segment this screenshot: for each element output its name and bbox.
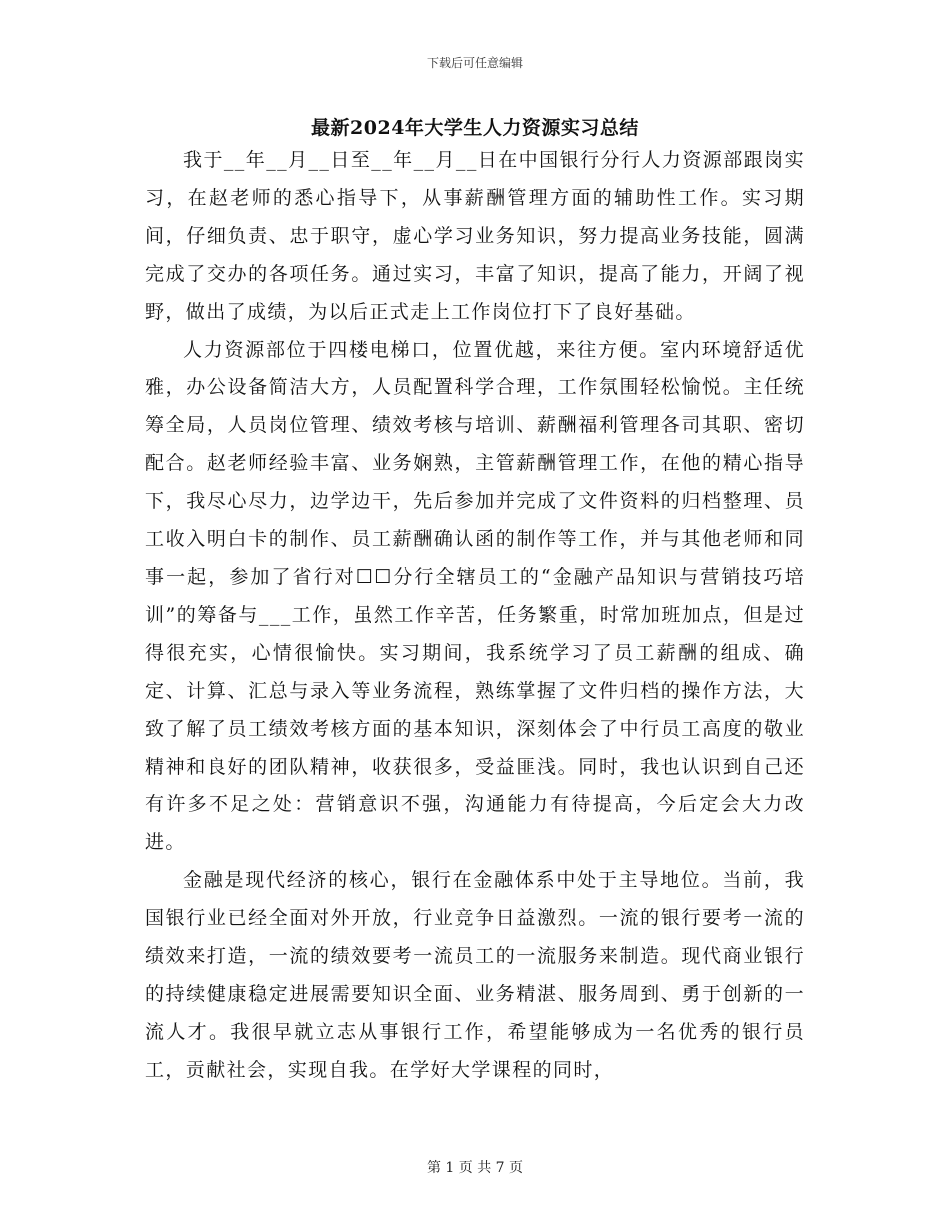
- paragraph-3: 金融是现代经济的核心，银行在金融体系中处于主导地位。当前，我国银行业已经全面对外开放，行业竞争日益激烈。一流的银行要考一流的绩效来打造，一流的绩效要考一流员工的一流服务来制造。现代商业银行的持续健康稳定进展需要知识全面、业务精湛、服务周到、勇于创新的一流人才。我很早就立志从事银行工作，希望能够成为一名优秀的银行员工，贡献社会，实现自我。在学好大学课程的同时，: [145, 869, 805, 1081]
- page-number: 第 1 页 共 7 页: [426, 1160, 524, 1176]
- paragraph-1: 我于__年__月__日至__年__月__日在中国银行分行人力资源部跟岗实习，在赵老师的悉心指导下，从事薪酬管理方面的辅助性工作。实习期间，仔细负责、忠于职守，虚心学习业务知识，努力提高业务技能，圆满完成了交办的各项任务。通过实习，丰富了知识，提高了能力，开阔了视野，做出了成绩，为以后正式走上工作岗位打下了良好基础。: [145, 149, 805, 323]
- document-body: [145, 142, 805, 1090]
- header-note: 下载后可任意编辑: [426, 56, 523, 70]
- document-title: 最新2024年大学生人力资源实习总结: [311, 117, 639, 139]
- paragraph-2: 人力资源部位于四楼电梯口，位置优越，来往方便。室内环境舒适优雅，办公设备简洁大方，人员配置科学合理，工作氛围轻松愉悦。主任统筹全局，人员岗位管理、绩效考核与培训、薪酬福利管理各司其职、密切配合。赵老师经验丰富、业务娴熟，主管薪酬管理工作，在他的精心指导下，我尽心尽力，边学边干，先后参加并完成了文件资料的归档整理、员工收入明白卡的制作、员工薪酬确认函的制作等工作，并与其他老师和同事一起，参加了省行对☐☐分行全辖员工的“金融产品知识与营销技巧培训”的筹备与___工作，虽然工作辛苦，任务繁重，时常加班加点，但是过得很充实，心情很愉快。实习期间，我系统学习了员工薪酬的组成、确定、计算、汇总与录入等业务流程，熟练掌握了文件归档的操作方法，大致了解了员工绩效考核方面的基本知识，深刻体会了中行员工高度的敬业精神和良好的团队精神，收获很多，受益匪浅。同时，我也认识到自己还有许多不足之处：营销意识不强，沟通能力有待提高，今后定会大力改进。: [145, 338, 805, 854]
